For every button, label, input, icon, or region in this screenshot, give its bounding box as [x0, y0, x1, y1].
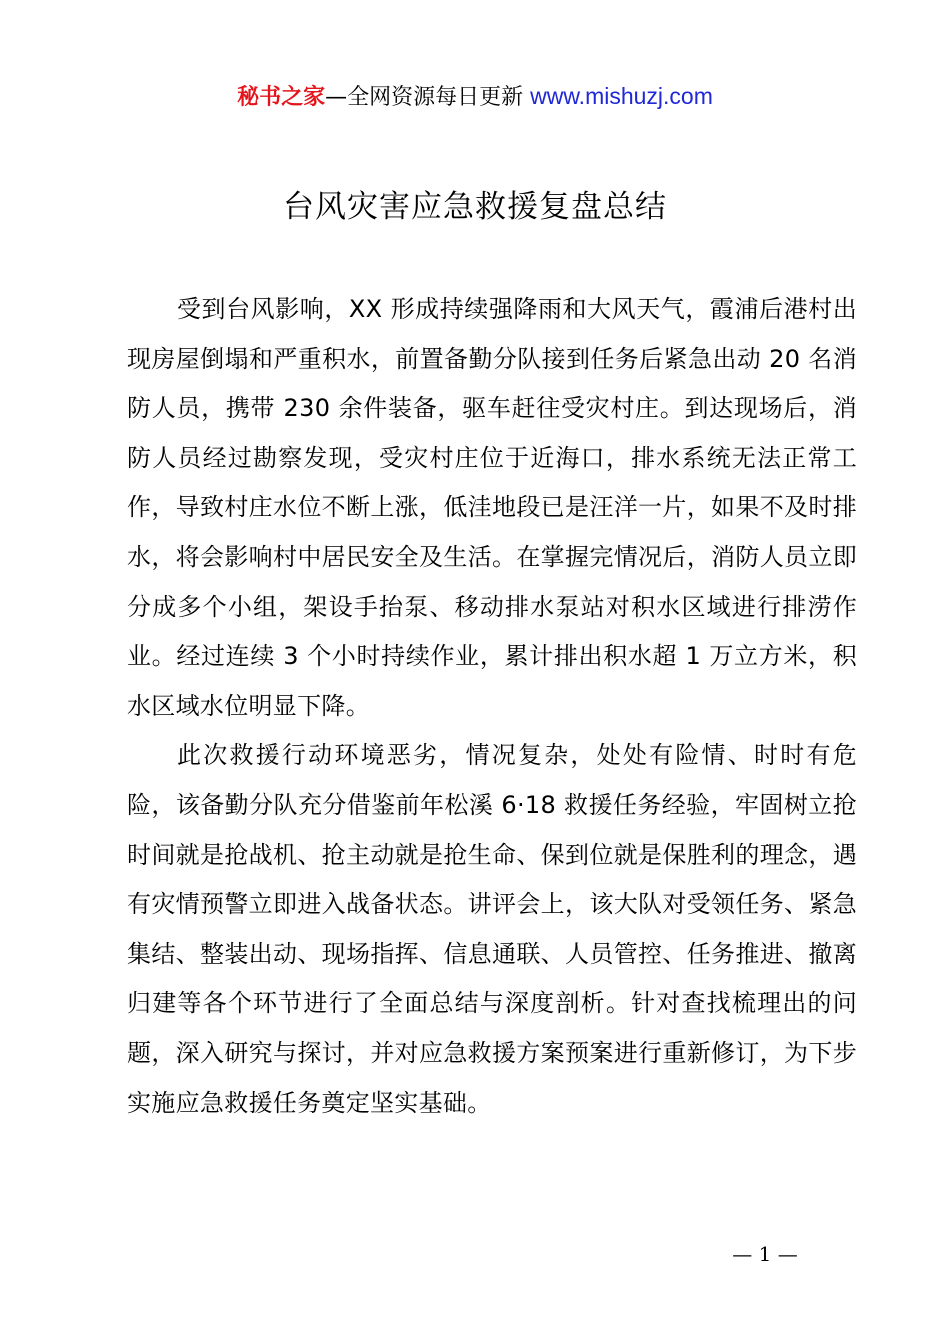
brand-name: 秘书之家 [237, 85, 326, 110]
document-title: 台风灾害应急救援复盘总结 [283, 189, 667, 225]
site-url-link[interactable]: www.mishuzj.com [530, 83, 713, 109]
document-body [127, 285, 857, 1128]
header-tagline: —全网资源每日更新 [325, 85, 531, 110]
body-paragraph: 受到台风影响，XX 形成持续强降雨和大风天气，霞浦后港村出现房屋倒塌和严重积水，前置备勤分队接到任务后紧急出动 20 名消防人员，携带 230 余件装备，驱车赶往受灾村庄。到达现场后，消防人员经过勘察发现，受灾村庄位于近海口，排水系统无法正常工作，导致村庄水位不断上涨，低洼地段已是汪洋一片，如果不及时排水，将会影响村中居民安全及生活。在掌握完情况后，消防人员立即分成多个小组，架设手抬泵、移动排水泵站对积水区域进行排涝作业。经过连续 3 个小时持续作业，累计排出积水超 1 万立方米，积水区域水位明显下降。 [127, 295, 857, 720]
page-number: — 1 — [732, 1242, 798, 1266]
body-paragraph: 此次救援行动环境恶劣，情况复杂，处处有险情、时时有危险，该备勤分队充分借鉴前年松溪 6·18 救援任务经验，牢固树立抢时间就是抢战机、抢主动就是抢生命、保到位就是保胜利的理念，遇有灾情预警立即进入战备状态。讲评会上，该大队对受领任务、紧急集结、整装出动、现场指挥、信息通联、人员管控、任务推进、撤离归建等各个环节进行了全面总结与深度剖析。针对查找梳理出的问题，深入研究与探讨，并对应急救援方案预案进行重新修订，为下步实施应急救援任务奠定坚实基础。 [127, 741, 857, 1117]
page-header [0, 80, 950, 114]
